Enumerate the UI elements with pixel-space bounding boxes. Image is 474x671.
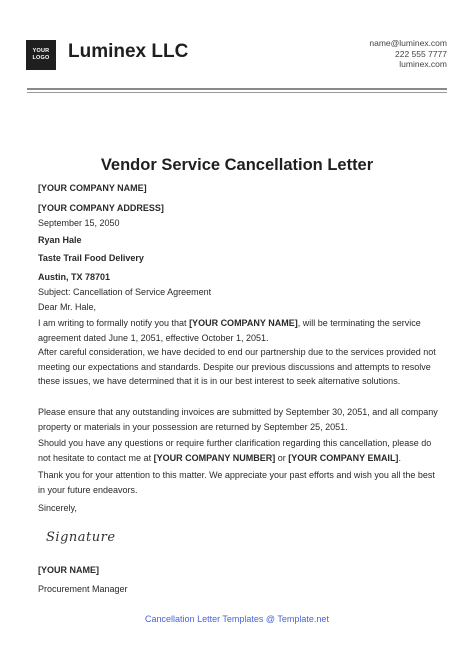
contact-website[interactable]: luminex.com bbox=[399, 59, 447, 69]
logo-text-line2: LOGO bbox=[32, 55, 50, 61]
body-paragraph-3: Please ensure that any outstanding invoices are submitted by September 30, 2051, and all company property or materials in your possession are returned by September 25, 2051. bbox=[38, 407, 438, 432]
p4-number-placeholder: [YOUR COMPANY NUMBER] bbox=[153, 452, 276, 463]
p1-text-b: , will be terminating the service agreement dated June 1, 2051, effective October 1, 2051. bbox=[38, 318, 421, 343]
sender-company-address: [YOUR COMPANY ADDRESS] bbox=[38, 203, 164, 213]
sender-company-name: [YOUR COMPANY NAME] bbox=[38, 183, 147, 193]
letter-subject: Subject: Cancellation of Service Agreement bbox=[38, 287, 212, 297]
footer-link[interactable]: Cancellation Letter Templates @ Template.net bbox=[145, 614, 329, 624]
closing: Sincerely, bbox=[38, 503, 77, 513]
body-paragraph-2: After careful consideration, we have decided to end our partnership due to the services provided not meeting our expectations and standards. Despite our previous discussions and attempts to resolve these issues, we have determined that it is in our best interest to seek alternative solutions. bbox=[38, 347, 436, 386]
contact-email[interactable]: name@luminex.com bbox=[369, 38, 447, 48]
body-paragraph-1 bbox=[38, 316, 438, 345]
letter-title: Vendor Service Cancellation Letter bbox=[100, 156, 374, 174]
p1-company-placeholder: [YOUR COMPANY NAME] bbox=[189, 318, 298, 328]
header-divider-thin bbox=[27, 92, 447, 93]
p4-text-a: Should you have any questions or require further clarification regarding this cancellation, please do not hesitate to contact me at bbox=[38, 438, 432, 463]
recipient-name: Ryan Hale bbox=[38, 235, 82, 245]
recipient-company: Taste Trail Food Delivery bbox=[38, 253, 144, 263]
contact-phone: 222 555 7777 bbox=[395, 48, 447, 59]
signer-role: Procurement Manager bbox=[38, 584, 128, 594]
p4-email-placeholder: [YOUR COMPANY EMAIL] bbox=[288, 452, 399, 463]
company-name: Luminex LLC bbox=[68, 41, 189, 62]
letter-date: September 15, 2050 bbox=[38, 218, 120, 228]
contact-block bbox=[369, 38, 447, 70]
signer-name: [YOUR NAME] bbox=[38, 565, 99, 575]
recipient-city: Austin, TX 78701 bbox=[38, 272, 111, 282]
company-logo bbox=[26, 40, 56, 70]
header-divider bbox=[27, 88, 447, 90]
salutation: Dear Mr. Hale, bbox=[38, 302, 97, 312]
p4-text-mid: or bbox=[275, 452, 289, 463]
body-paragraph-4 bbox=[38, 436, 438, 465]
logo-text-line1: YOUR bbox=[32, 48, 50, 54]
body-paragraph-5: Thank you for your attention to this matter. We appreciate your past efforts and wish you all the best in your future endeavors. bbox=[38, 470, 435, 495]
p4-text-end: . bbox=[398, 452, 401, 463]
p1-text-a: I am writing to formally notify you that bbox=[38, 318, 190, 328]
signature: Signature bbox=[46, 530, 116, 545]
